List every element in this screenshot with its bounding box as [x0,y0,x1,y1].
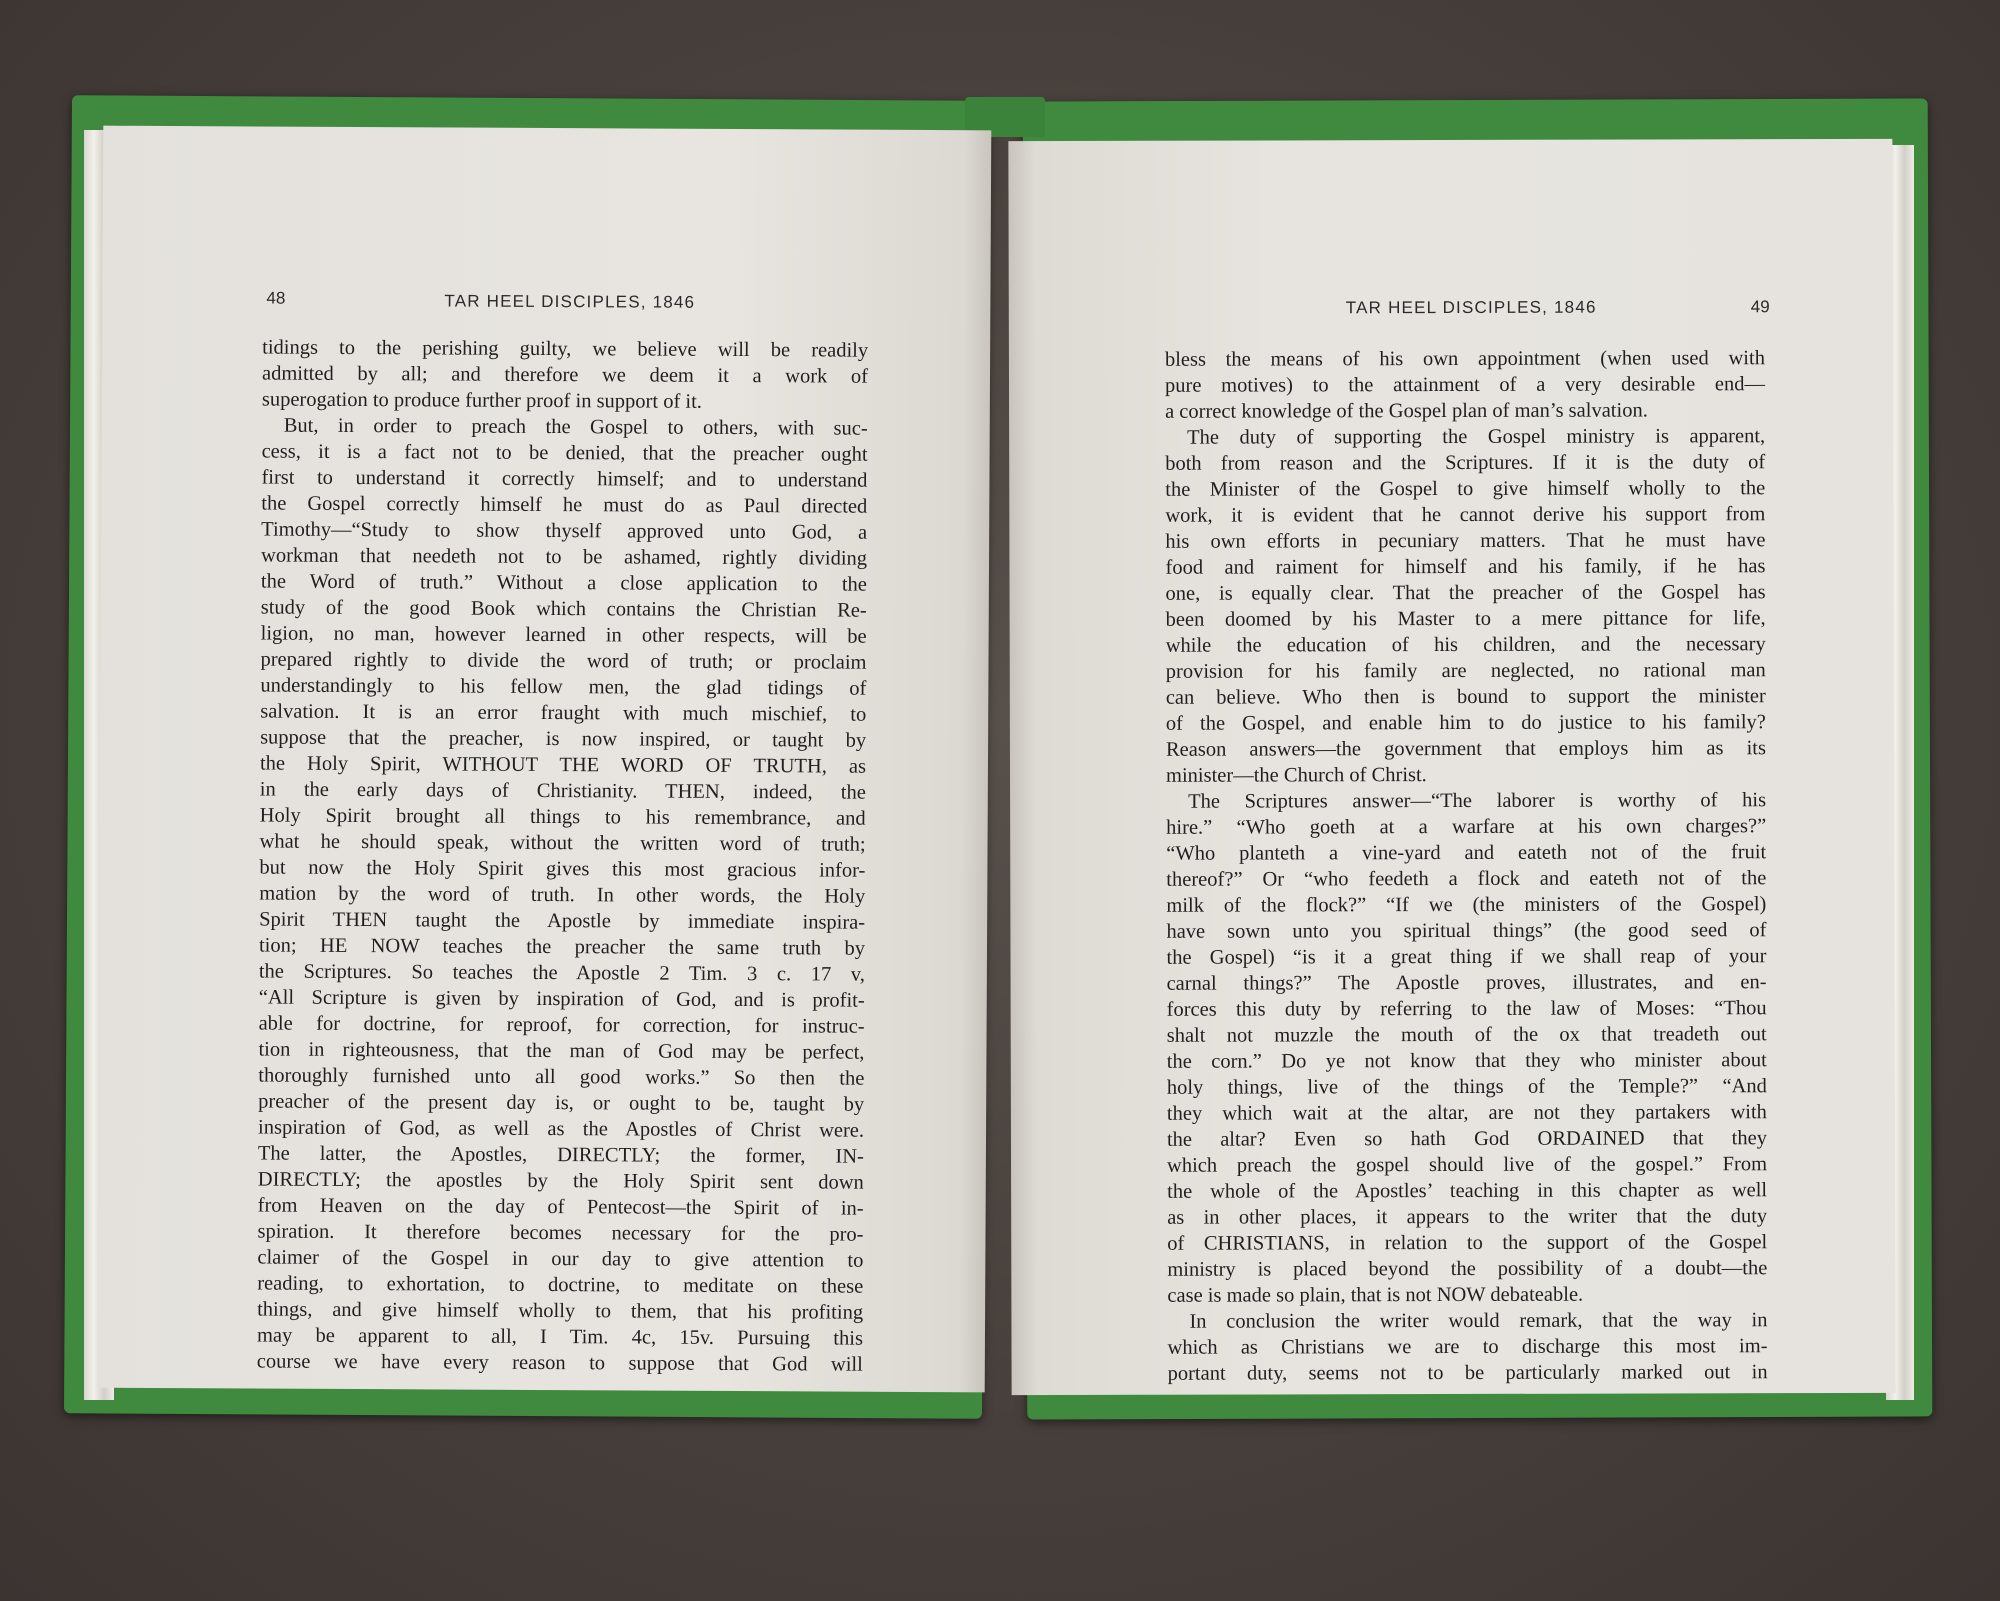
text-line: first to understand it correctly himself; and to understand [261,466,868,492]
text-line: hire.” “Who goeth at a warfare at his own charges?” [1166,815,1767,839]
text-line: admitted by all; and therefore we deem it a work of [261,362,869,388]
text-line: “Who planteth a vine-yard and eateth not of the fruit [1166,841,1767,865]
text-line: as in other places, it appears to the writer that the duty [1167,1205,1768,1229]
text-line: DIRECTLY; the apostles by the Holy Spirit sent down [257,1168,864,1194]
text-line: the Gospel) “is it a great thing if we shall reap of your [1166,945,1767,969]
text-line: mation by the word of truth. In other words, the Holy [259,882,866,908]
text-line: inspiration of God, as well as the Apostles of Christ were. [258,1116,865,1142]
text-line: “All Scripture is given by inspiration of God, and is profit- [258,986,865,1012]
text-line: forces this duty by referring to the law of Moses: “Thou [1166,997,1767,1021]
text-line: can believe. Who then is bound to support the minister [1165,685,1766,709]
text-line: workman that needeth not to be ashamed, rightly dividing [261,544,868,570]
text-line: The Scriptures answer—“The laborer is worthy of his [1188,789,1767,813]
page-body-text [257,335,868,1378]
text-line: bless the means of his own appointment (when used with [1164,347,1765,371]
text-line: tion; HE NOW teaches the preacher the same truth by [258,934,866,960]
text-line: the corn.” Do ye not know that they who minister about [1166,1049,1767,1073]
text-line: the Gospel correctly himself he must do as Paul directed [261,492,868,518]
text-line: But, in order to preach the Gospel to others, with suc- [283,414,868,440]
text-line: both from reason and the Scriptures. If it is the duty of [1165,451,1766,475]
running-head: TAR HEEL DISCIPLES, 1846 [444,291,696,312]
text-line: able for doctrine, for reproof, for correction, for instruc- [258,1012,865,1038]
text-line: ligion, no man, however learned in other respects, will be [260,622,867,648]
text-line: The duty of supporting the Gospel ministry is apparent, [1187,425,1766,449]
running-head: TAR HEEL DISCIPLES, 1846 [1345,297,1597,318]
text-line: have sown unto you spiritual things” (the good seed of [1166,919,1767,943]
text-line: Reason answers—the government that employs him as its [1165,737,1766,761]
text-line: things, and give himself wholly to them, that his profiting [257,1298,864,1324]
text-line: carnal things?” The Apostle proves, illustrates, and en- [1166,971,1767,995]
page-number: 49 [1750,297,1770,317]
text-line: study of the good Book which contains the Christian Re- [260,596,867,622]
text-line: understandingly to his fellow men, the glad tidings of [260,674,867,700]
text-line: milk of the flock?” “If we (the ministers of the Gospel) [1166,893,1767,917]
text-line: the Word of truth.” Without a close application to the [260,570,867,596]
text-line: food and raiment for himself and his family, if he has [1165,555,1766,579]
text-line: of the Gospel, and enable him to do justice to his family? [1165,711,1766,735]
text-line: been doomed by his Master to a mere pittance for life, [1165,607,1766,631]
text-line: shalt not muzzle the mouth of the ox that treadeth out [1166,1023,1767,1047]
text-line: suppose that the preacher, is now inspired, or taught by [260,726,867,752]
text-line: tidings to the perishing guilty, we believe will be readily [262,336,869,362]
text-line: what he should speak, without the written word of truth; [259,830,866,856]
text-line: his own efforts in pecuniary matters. That he must have [1165,529,1766,553]
text-line: one, is equally clear. That the preacher of the Gospel has [1165,581,1766,605]
text-line: the Holy Spirit, WITHOUT THE WORD OF TRUTH, as [259,752,867,778]
text-line: work, it is evident that he cannot derive his support from [1165,503,1766,527]
text-line: of CHRISTIANS, in relation to the support of the Gospel [1167,1231,1768,1255]
text-line: provision for his family are neglected, no rational man [1165,659,1766,683]
left-page [97,126,992,1393]
text-line: salvation. It is an error fraught with much mischief, to [260,700,867,726]
text-line: Timothy—“Study to show thyself approved unto God, a [261,518,868,544]
text-line: from Heaven on the day of Pentecost—the Spirit of in- [257,1194,864,1220]
text-line: The latter, the Apostles, DIRECTLY; the former, IN- [257,1142,864,1168]
text-line: preacher of the present day is, or ought to be, taught by [258,1090,865,1116]
text-line: but now the Holy Spirit gives this most gracious infor- [259,856,866,882]
text-line: in the early days of Christianity. THEN, indeed, the [259,778,866,804]
right-page [1008,139,1895,1395]
text-line: Holy Spirit brought all things to his remembrance, and [259,804,866,830]
text-line: prepared rightly to divide the word of truth; or proclaim [260,648,867,674]
text-line: the Minister of the Gospel to give himself wholly to the [1165,477,1766,501]
text-line: case is made so plain, that is not NOW debateable. [1167,1283,1584,1307]
text-line: reading, to exhortation, to doctrine, to meditate on these [257,1272,864,1298]
text-line: claimer of the Gospel in our day to give attention to [257,1246,864,1272]
text-line: ministry is placed beyond the possibility of a doubt—the [1167,1257,1768,1281]
text-line: superogation to produce further proof in support of it. [261,388,703,413]
text-line: they which wait at the altar, are not they partakers with [1166,1101,1767,1125]
text-line: a correct knowledge of the Gospel plan of man’s salvation. [1165,399,1648,423]
text-line: while the education of his children, and the necessary [1165,633,1766,657]
page-number: 48 [266,288,286,308]
text-line: the whole of the Apostles’ teaching in this chapter as well [1167,1179,1768,1203]
text-line: tion in righteousness, that the man of God may be perfect, [258,1038,865,1064]
text-line: course we have every reason to suppose that God will [256,1350,863,1376]
page-body-text [1165,345,1768,1387]
text-line: the altar? Even so hath God ORDAINED that they [1166,1127,1768,1151]
text-line: portant duty, seems not to be particularly marked out in [1167,1361,1768,1385]
text-line: spiration. It therefore becomes necessary for the pro- [257,1220,864,1246]
text-line: thereof?” Or “who feedeth a flock and eateth not of the [1166,867,1767,891]
text-line: cess, it is a fact not to be denied, that the preacher ought [261,440,868,466]
text-line: the Scriptures. So teaches the Apostle 2 Tim. 3 c. 17 v, [258,960,865,986]
text-line: In conclusion the writer would remark, that the way in [1189,1309,1768,1333]
text-line: Spirit THEN taught the Apostle by immediate inspira- [259,908,866,934]
text-line: minister—the Church of Christ. [1165,764,1427,787]
text-line: holy things, live of the things of the Temple?” “And [1166,1075,1767,1099]
text-line: pure motives) to the attainment of a very desirable end— [1164,373,1766,397]
text-line: which as Christians we are to discharge this most im- [1167,1335,1768,1359]
text-line: thoroughly furnished unto all good works.” So then the [258,1064,865,1090]
text-line: which preach the gospel should live of the gospel.” From [1167,1153,1768,1177]
text-line: may be apparent to all, I Tim. 4c, 15v. Pursuing this [256,1324,864,1350]
